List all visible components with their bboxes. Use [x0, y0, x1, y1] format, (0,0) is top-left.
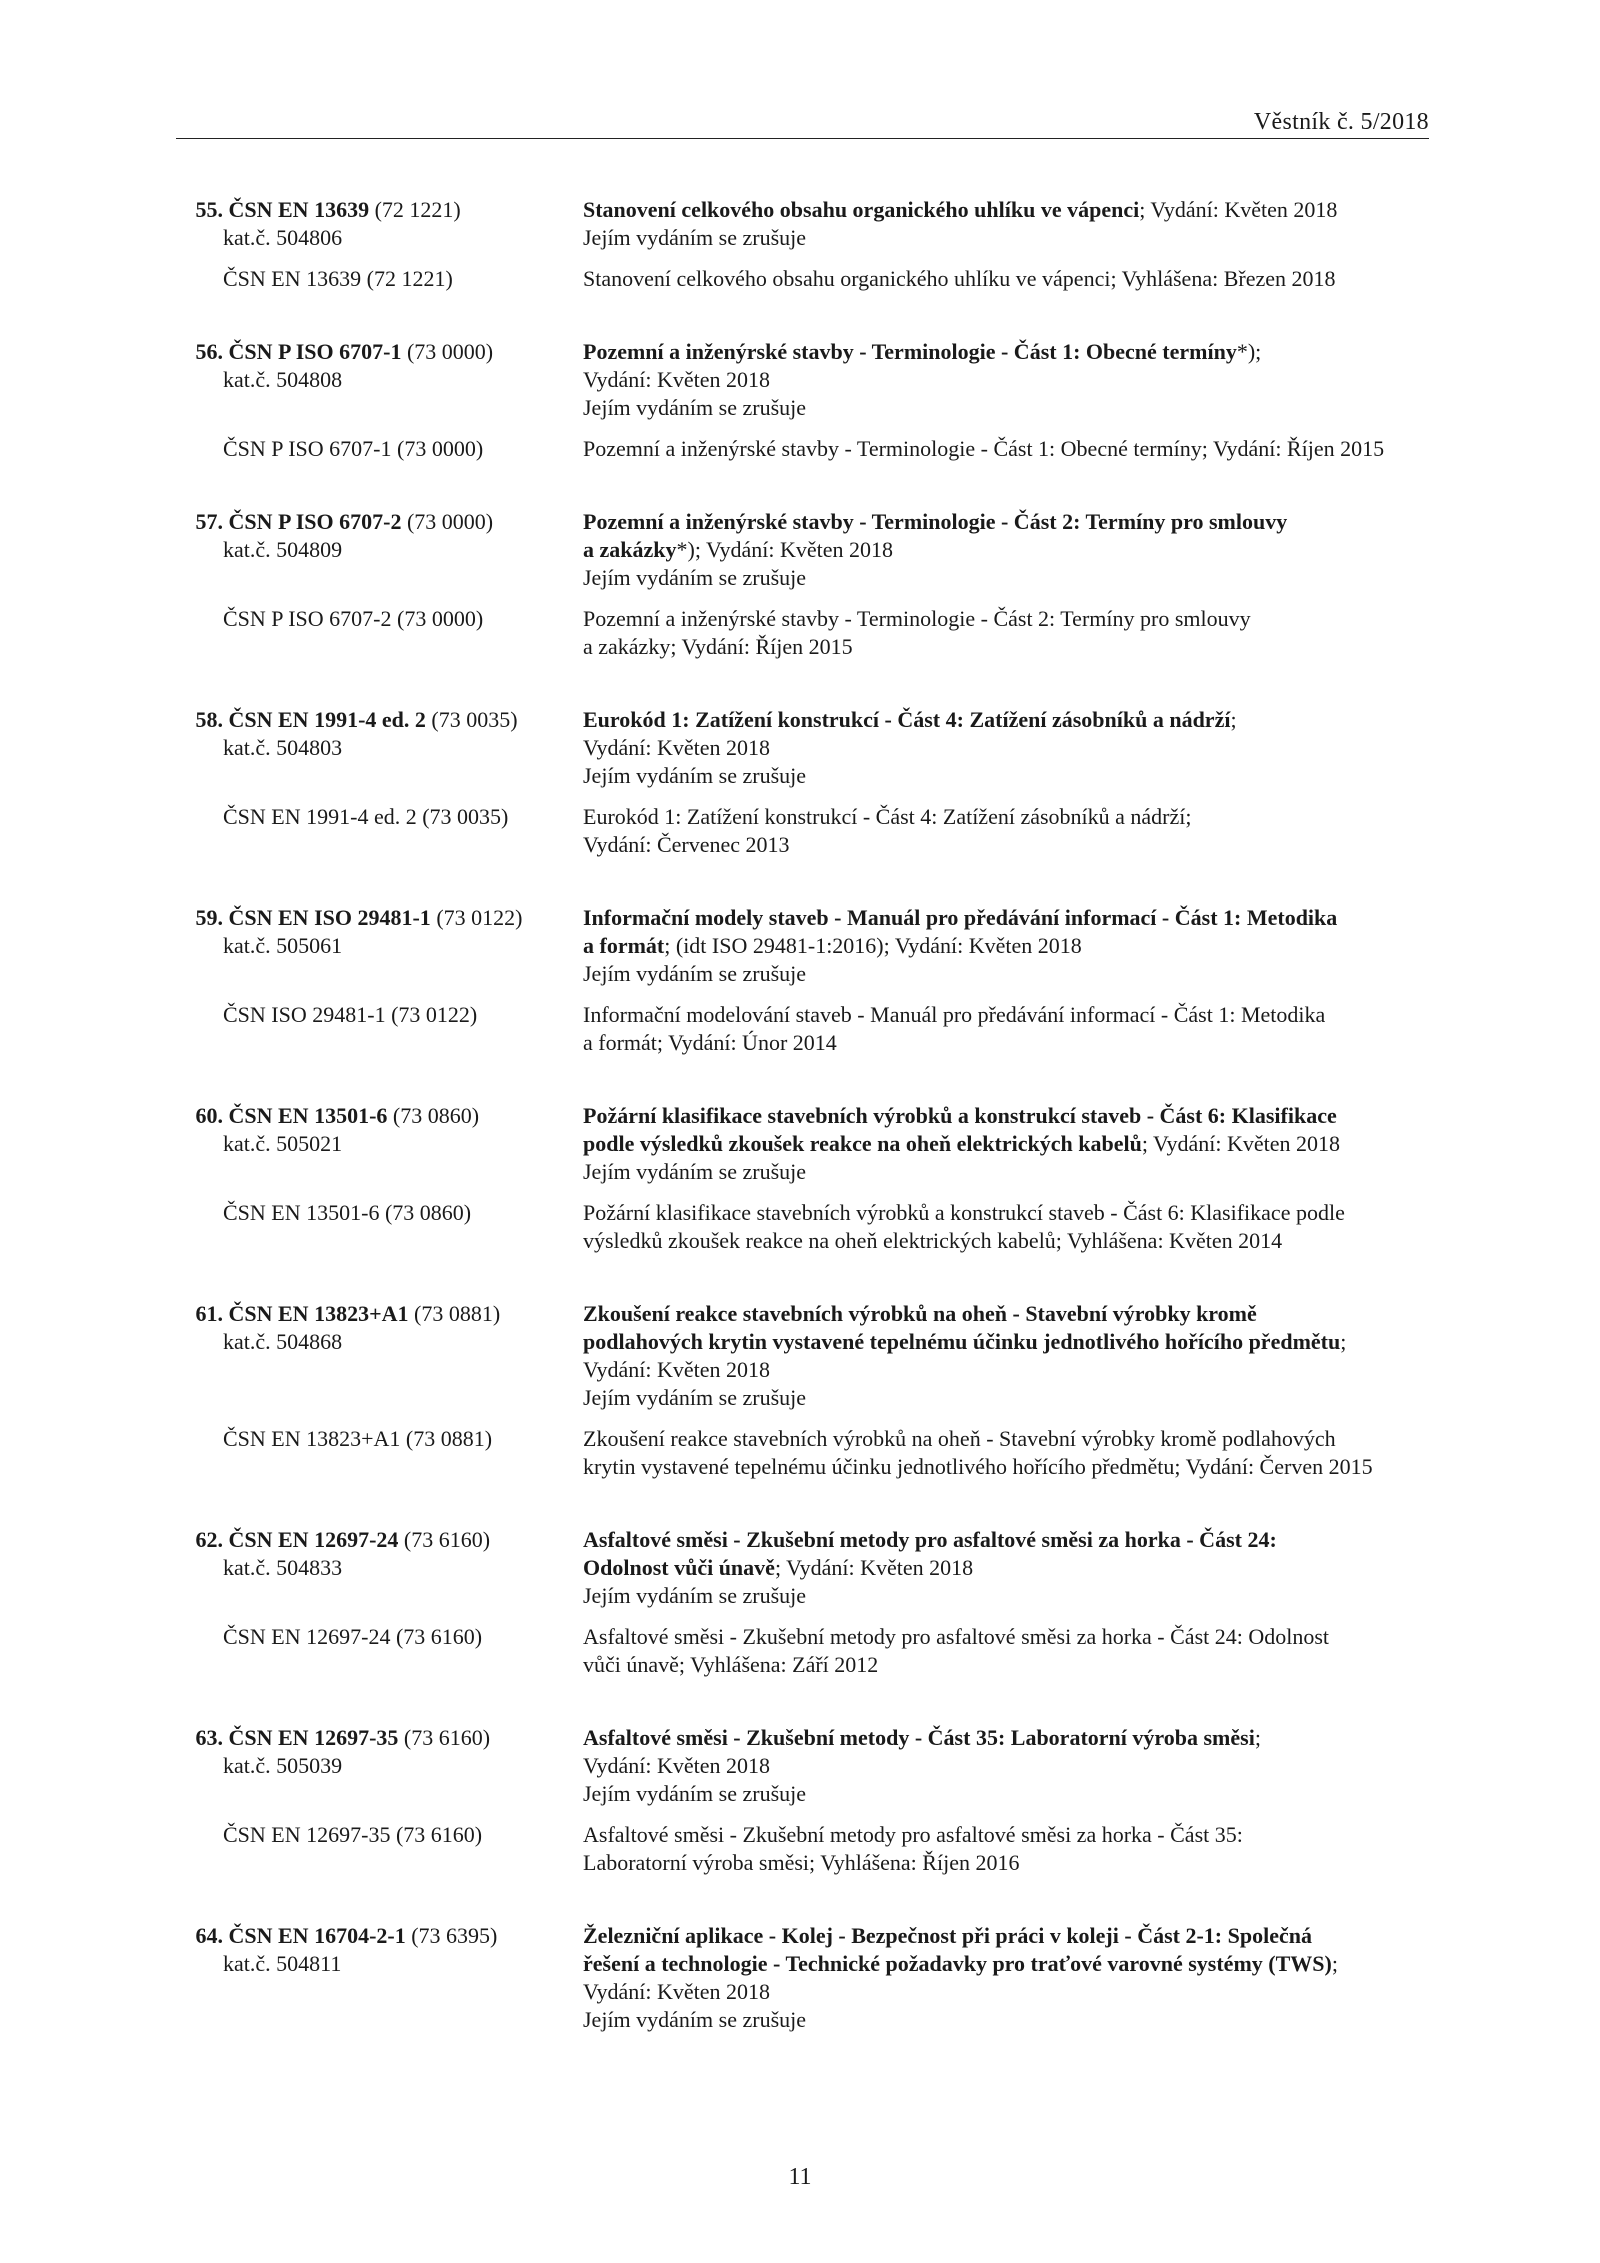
standard-title-column — [583, 904, 1428, 988]
replaced-standard-code: ČSN P ISO 6707-1 (73 0000) — [223, 436, 484, 461]
entry-number: 60. — [195, 1103, 223, 1128]
title-line — [583, 536, 1428, 564]
title-line — [583, 196, 1428, 224]
title-suffix: Vydání: Květen 2018 — [583, 1979, 770, 2004]
replaced-standard-code: ČSN EN 1991-4 ed. 2 (73 0035) — [223, 804, 509, 829]
replaced-code-column — [176, 1425, 583, 1481]
catalog-number: kat.č. 504868 — [223, 1329, 343, 1354]
title-suffix: ; — [1331, 1951, 1338, 1976]
entry-number: 57. — [195, 509, 223, 534]
replaced-code-column — [176, 1001, 583, 1057]
standard-title-column — [583, 1102, 1428, 1186]
standard-title-column — [583, 338, 1428, 422]
title-line — [583, 1724, 1428, 1752]
replaced-standard-code: ČSN EN 13501-6 (73 0860) — [223, 1200, 472, 1225]
standard-title: Zkoušení reakce stavebních výrobků na oheň - Stavební výrobky kromě — [583, 1301, 1257, 1326]
replaced-standard-title: vůči únavě; Vyhlášena: Září 2012 — [583, 1652, 879, 1677]
standard-title: Pozemní a inženýrské stavby - Terminologie - Část 1: Obecné termíny — [583, 339, 1237, 364]
cancellation-note: Jejím vydáním se zrušuje — [583, 395, 807, 420]
standard-title-column — [583, 1526, 1428, 1610]
replaced-standard-title: Stanovení celkového obsahu organického uhlíku ve vápenci; Vyhlášena: Březen 2018 — [583, 266, 1336, 291]
replaced-title-column — [583, 1199, 1428, 1255]
standard-entry — [176, 338, 1436, 463]
standard-code-column — [176, 1922, 583, 2034]
standard-code: ČSN EN 12697-24 — [228, 1527, 399, 1552]
classification-code: (73 6160) — [398, 1527, 491, 1552]
title-line — [583, 508, 1428, 536]
replaced-standard-code: ČSN EN 13823+A1 (73 0881) — [223, 1426, 493, 1451]
replaced-title-column — [583, 1623, 1428, 1679]
standard-title: Pozemní a inženýrské stavby - Terminologie - Část 2: Termíny pro smlouvy — [583, 509, 1288, 534]
standard-main-row — [176, 904, 1436, 988]
standard-main-row — [176, 1526, 1436, 1610]
title-line — [583, 706, 1428, 734]
classification-code: (73 0035) — [425, 707, 518, 732]
standard-code-column — [176, 1102, 583, 1186]
standard-main-row — [176, 1724, 1436, 1808]
standard-entry — [176, 1102, 1436, 1255]
catalog-number: kat.č. 504833 — [223, 1555, 343, 1580]
standard-code: ČSN P ISO 6707-1 — [228, 339, 402, 364]
standard-title-column — [583, 706, 1428, 790]
classification-code: (72 1221) — [369, 197, 461, 222]
title-suffix: ; Vydání: Květen 2018 — [774, 1555, 974, 1580]
title-line — [583, 1526, 1428, 1554]
standard-code: ČSN EN ISO 29481-1 — [228, 905, 431, 930]
replaced-standard-row — [176, 1425, 1436, 1481]
standard-code: ČSN EN 13639 — [228, 197, 370, 222]
title-suffix: Vydání: Květen 2018 — [583, 735, 770, 760]
replaced-standard-row — [176, 265, 1436, 293]
catalog-number: kat.č. 504808 — [223, 367, 343, 392]
classification-code: (73 0122) — [430, 905, 523, 930]
replaced-code-column — [176, 803, 583, 859]
replaced-standard-title: a zakázky; Vydání: Říjen 2015 — [583, 634, 853, 659]
catalog-number: kat.č. 504806 — [223, 225, 343, 250]
title-suffix: *); — [1236, 339, 1262, 364]
replaced-title-column — [583, 1425, 1428, 1481]
standard-entry — [176, 196, 1436, 293]
entry-number: 59. — [195, 905, 223, 930]
replaced-title-column — [583, 1001, 1428, 1057]
standard-main-row — [176, 706, 1436, 790]
standard-entry — [176, 904, 1436, 1057]
title-suffix: ; — [1254, 1725, 1261, 1750]
standard-code-column — [176, 338, 583, 422]
replaced-standard-title: a formát; Vydání: Únor 2014 — [583, 1030, 837, 1055]
standard-code: ČSN P ISO 6707-2 — [228, 509, 402, 534]
replaced-title-column — [583, 435, 1428, 463]
cancellation-note: Jejím vydáním se zrušuje — [583, 763, 807, 788]
standard-entry — [176, 1922, 1436, 2034]
replaced-standard-title: Asfaltové směsi - Zkušební metody pro asfaltové směsi za horka - Část 24: Odolnost — [583, 1624, 1330, 1649]
title-line — [583, 1554, 1428, 1582]
title-suffix: Vydání: Květen 2018 — [583, 1753, 770, 1778]
classification-code: (73 0000) — [401, 509, 494, 534]
replaced-code-column — [176, 605, 583, 661]
standard-title: Asfaltové směsi - Zkušební metody - Část 35: Laboratorní výroba směsi — [583, 1725, 1255, 1750]
replaced-title-column — [583, 1821, 1428, 1877]
title-suffix: ; — [1340, 1329, 1347, 1354]
title-line — [583, 1922, 1428, 1950]
standard-code: ČSN EN 1991-4 ed. 2 — [228, 707, 426, 732]
catalog-number: kat.č. 504803 — [223, 735, 343, 760]
classification-code: (73 6160) — [398, 1725, 491, 1750]
title-suffix: ; Vydání: Květen 2018 — [1139, 197, 1338, 222]
entry-number: 58. — [195, 707, 223, 732]
replaced-standard-row — [176, 1623, 1436, 1679]
standard-title: Asfaltové směsi - Zkušební metody pro asfaltové směsi za horka - Část 24: — [583, 1527, 1277, 1552]
title-suffix: ; — [1230, 707, 1237, 732]
replaced-standard-code: ČSN EN 12697-35 (73 6160) — [223, 1822, 483, 1847]
title-line — [583, 338, 1428, 366]
replaced-standard-code: ČSN P ISO 6707-2 (73 0000) — [223, 606, 484, 631]
standard-code-column — [176, 904, 583, 988]
standard-main-row — [176, 1922, 1436, 2034]
standard-entry — [176, 706, 1436, 859]
cancellation-note: Jejím vydáním se zrušuje — [583, 1159, 807, 1184]
replaced-standard-title: Laboratorní výroba směsi; Vyhlášena: Říjen 2016 — [583, 1850, 1020, 1875]
title-line — [583, 366, 1428, 394]
cancellation-note: Jejím vydáním se zrušuje — [583, 961, 807, 986]
title-line — [583, 1130, 1428, 1158]
replaced-standard-row — [176, 1821, 1436, 1877]
page-header — [176, 108, 1429, 139]
standard-title: podlahových krytin vystavené tepelnému účinku jednotlivého hořícího předmětu — [583, 1329, 1341, 1354]
replaced-standard-title: krytin vystavené tepelnému účinku jednotlivého hořícího předmětu; Vydání: Červen 2015 — [583, 1454, 1373, 1479]
entry-number: 64. — [195, 1923, 223, 1948]
replaced-code-column — [176, 435, 583, 463]
title-suffix: Vydání: Květen 2018 — [583, 367, 770, 392]
replaced-standard-row — [176, 803, 1436, 859]
standard-entry — [176, 1724, 1436, 1877]
standard-main-row — [176, 1102, 1436, 1186]
classification-code: (73 0881) — [408, 1301, 501, 1326]
standard-title: a formát — [583, 933, 665, 958]
replaced-standard-row — [176, 1001, 1436, 1057]
replaced-code-column — [176, 265, 583, 293]
title-suffix: Vydání: Květen 2018 — [583, 1357, 770, 1382]
standard-title: Eurokód 1: Zatížení konstrukcí - Část 4: Zatížení zásobníků a nádrží — [583, 707, 1231, 732]
standard-title-column — [583, 1922, 1428, 2034]
replaced-standard-code: ČSN ISO 29481-1 (73 0122) — [223, 1002, 478, 1027]
standard-code-column — [176, 1724, 583, 1808]
replaced-standard-code: ČSN EN 12697-24 (73 6160) — [223, 1624, 483, 1649]
standard-entry — [176, 1526, 1436, 1679]
standard-code: ČSN EN 13823+A1 — [228, 1301, 409, 1326]
replaced-standard-row — [176, 435, 1436, 463]
standard-title: podle výsledků zkoušek reakce na oheň elektrických kabelů — [583, 1131, 1142, 1156]
bulletin-title: Věstník č. 5/2018 — [1253, 109, 1429, 135]
entry-number: 56. — [195, 339, 223, 364]
standard-code-column — [176, 1300, 583, 1412]
standard-title-column — [583, 508, 1428, 592]
replaced-title-column — [583, 265, 1428, 293]
replaced-standard-title: Vydání: Červenec 2013 — [583, 832, 790, 857]
title-line — [583, 1102, 1428, 1130]
replaced-standard-title: Pozemní a inženýrské stavby - Terminologie - Část 1: Obecné termíny; Vydání: Říjen 2015 — [583, 436, 1385, 461]
standards-list — [176, 196, 1436, 2079]
standard-entry — [176, 508, 1436, 661]
catalog-number: kat.č. 504811 — [223, 1951, 342, 1976]
title-suffix: *); Vydání: Květen 2018 — [676, 537, 894, 562]
standard-code: ČSN EN 13501-6 — [228, 1103, 388, 1128]
classification-code: (73 6395) — [405, 1923, 498, 1948]
cancellation-note: Jejím vydáním se zrušuje — [583, 565, 807, 590]
standard-code-column — [176, 706, 583, 790]
standard-code: ČSN EN 12697-35 — [228, 1725, 399, 1750]
replaced-standard-title: Asfaltové směsi - Zkušební metody pro asfaltové směsi za horka - Část 35: — [583, 1822, 1243, 1847]
standard-title-column — [583, 1300, 1428, 1412]
classification-code: (73 0860) — [387, 1103, 480, 1128]
title-line — [583, 932, 1428, 960]
cancellation-note: Jejím vydáním se zrušuje — [583, 225, 807, 250]
replaced-code-column — [176, 1199, 583, 1255]
replaced-standard-title: Informační modelování staveb - Manuál pro předávání informací - Část 1: Metodika — [583, 1002, 1326, 1027]
cancellation-note: Jejím vydáním se zrušuje — [583, 2007, 807, 2032]
catalog-number: kat.č. 505021 — [223, 1131, 343, 1156]
standard-title: a zakázky — [583, 537, 677, 562]
title-line — [583, 904, 1428, 932]
page-number: 11 — [788, 2164, 812, 2190]
title-line — [583, 1356, 1428, 1384]
standard-title: Požární klasifikace stavebních výrobků a konstrukcí staveb - Část 6: Klasifikace — [583, 1103, 1337, 1128]
replaced-standard-row — [176, 1199, 1436, 1255]
standard-main-row — [176, 196, 1436, 252]
title-line — [583, 1978, 1428, 2006]
standard-title-column — [583, 196, 1428, 252]
standard-title: Stanovení celkového obsahu organického uhlíku ve vápenci — [583, 197, 1140, 222]
title-line — [583, 1752, 1428, 1780]
replaced-standard-title: Zkoušení reakce stavebních výrobků na oheň - Stavební výrobky kromě podlahových — [583, 1426, 1336, 1451]
title-line — [583, 1950, 1428, 1978]
title-suffix: ; (idt ISO 29481-1:2016); Vydání: Květen 2018 — [664, 933, 1082, 958]
catalog-number: kat.č. 505039 — [223, 1753, 343, 1778]
standard-title-column — [583, 1724, 1428, 1808]
replaced-standard-code: ČSN EN 13639 (72 1221) — [223, 266, 453, 291]
catalog-number: kat.č. 504809 — [223, 537, 343, 562]
replaced-standard-row — [176, 605, 1436, 661]
replaced-title-column — [583, 605, 1428, 661]
standard-entry — [176, 1300, 1436, 1481]
standard-code: ČSN EN 16704-2-1 — [228, 1923, 406, 1948]
replaced-code-column — [176, 1623, 583, 1679]
entry-number: 61. — [195, 1301, 223, 1326]
standard-code-column — [176, 196, 583, 252]
replaced-title-column — [583, 803, 1428, 859]
cancellation-note: Jejím vydáním se zrušuje — [583, 1781, 807, 1806]
entry-number: 62. — [195, 1527, 223, 1552]
title-line — [583, 1300, 1428, 1328]
standard-title: řešení a technologie - Technické požadavky pro traťové varovné systémy (TWS) — [583, 1951, 1332, 1976]
entry-number: 63. — [195, 1725, 223, 1750]
standard-main-row — [176, 508, 1436, 592]
replaced-code-column — [176, 1821, 583, 1877]
standard-title: Informační modely staveb - Manuál pro předávání informací - Část 1: Metodika — [583, 905, 1338, 930]
standard-main-row — [176, 338, 1436, 422]
standard-title: Odolnost vůči únavě — [583, 1555, 775, 1580]
standard-title: Železniční aplikace - Kolej - Bezpečnost při práci v koleji - Část 2-1: Společná — [583, 1923, 1312, 1948]
title-line — [583, 734, 1428, 762]
replaced-standard-title: Eurokód 1: Zatížení konstrukcí - Část 4: Zatížení zásobníků a nádrží; — [583, 804, 1192, 829]
replaced-standard-title: výsledků zkoušek reakce na oheň elektrických kabelů; Vyhlášena: Květen 2014 — [583, 1228, 1283, 1253]
title-line — [583, 1328, 1428, 1356]
standard-code-column — [176, 1526, 583, 1610]
replaced-standard-title: Požární klasifikace stavebních výrobků a konstrukcí staveb - Část 6: Klasifikace podle — [583, 1200, 1345, 1225]
cancellation-note: Jejím vydáním se zrušuje — [583, 1583, 807, 1608]
catalog-number: kat.č. 505061 — [223, 933, 343, 958]
replaced-standard-title: Pozemní a inženýrské stavby - Terminologie - Část 2: Termíny pro smlouvy — [583, 606, 1251, 631]
entry-number: 55. — [195, 197, 223, 222]
standard-main-row — [176, 1300, 1436, 1412]
standard-code-column — [176, 508, 583, 592]
classification-code: (73 0000) — [401, 339, 494, 364]
title-suffix: ; Vydání: Květen 2018 — [1141, 1131, 1341, 1156]
cancellation-note: Jejím vydáním se zrušuje — [583, 1385, 807, 1410]
